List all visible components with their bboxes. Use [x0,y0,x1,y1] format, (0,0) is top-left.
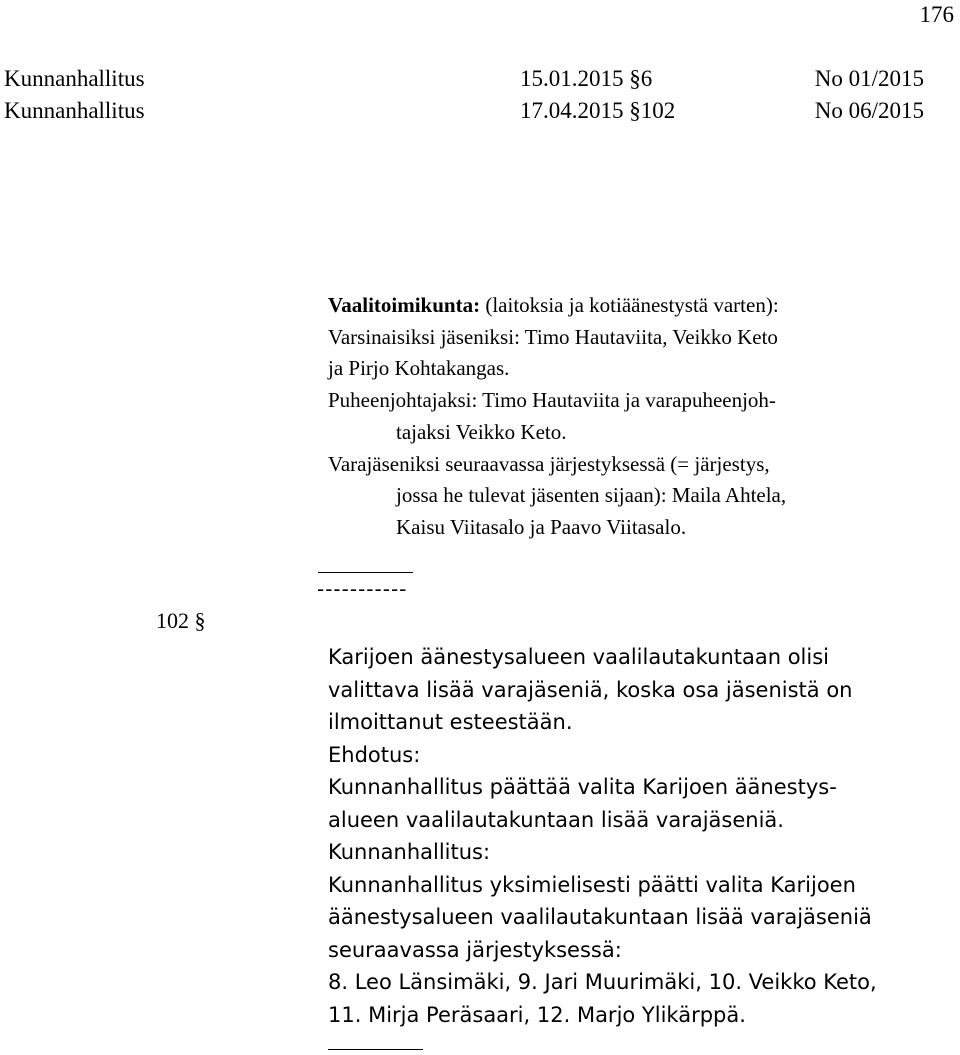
decision-text-line: 8. Leo Länsimäki, 9. Jari Muurimäki, 10. Veikko Keto, [328,970,877,994]
header-minutes-number: No 06/2015 [814,98,924,123]
decision-text-line: 11. Mirja Peräsaari, 12. Marjo Ylikärppä. [328,1002,746,1027]
header-date-section: 17.04.2015 §102 [520,98,676,123]
previous-decision-block [328,290,786,544]
header-body-name: Kunnanhallitus [4,98,145,123]
election-committee-label: Vaalitoimikunta: [328,293,481,317]
proposal-text-line: Kunnanhallitus päättää valita Karijoen äänestys- [328,775,837,799]
separator-dashes: ----------- [317,577,408,601]
election-committee-text: (laitoksia ja kotiäänestystä varten): [480,293,779,317]
section-marker: 102 § [156,608,206,633]
previous-decision-line: jossa he tulevat jäsenten sijaan): Maila Ahtela, [396,483,787,508]
previous-decision-line: Kaisu Viitasalo ja Paavo Viitasalo. [396,514,687,539]
separator-rule [318,572,413,573]
proposal-label: Ehdotus: [328,742,421,767]
decision-label: Kunnanhallitus: [328,840,491,864]
previous-decision-line: ja Pirjo Kohtakangas. [328,356,510,381]
previous-decision-line: tajaksi Veikko Keto. [396,419,567,444]
section-text-line: valittava lisää varajäseniä, koska osa jäsenistä on [328,677,853,702]
decision-text-line: Kunnanhallitus yksimielisesti päätti valita Karijoen [328,872,856,897]
decision-text-line: seuraavassa järjestyksessä: [328,937,622,962]
page-number: 176 [919,2,954,27]
previous-decision-line: Varajäseniksi seuraavassa järjestyksessä (= järjestys, [328,451,770,476]
end-rule [328,1049,423,1050]
header-body-name: Kunnanhallitus [4,66,145,91]
header-minutes-number: No 01/2015 [814,66,924,91]
proposal-text-line: alueen vaalilautakuntaan lisää varajäseniä. [328,807,784,832]
section-body [328,641,877,1031]
decision-text-line: äänestysalueen vaalilautakuntaan lisää varajäseniä [328,905,872,929]
previous-decision-line [328,290,786,322]
previous-decision-line: Varsinaisiksi jäseniksi: Timo Hautaviita, Veikko Keto [328,324,778,349]
section-text-line: ilmoittanut esteestään. [328,710,573,734]
section-text-line: Karijoen äänestysalueen vaalilautakuntaan olisi [328,645,830,669]
header-date-section: 15.01.2015 §6 [520,66,653,91]
previous-decision-line: Puheenjohtajaksi: Timo Hautaviita ja varapuheenjoh- [328,388,776,413]
